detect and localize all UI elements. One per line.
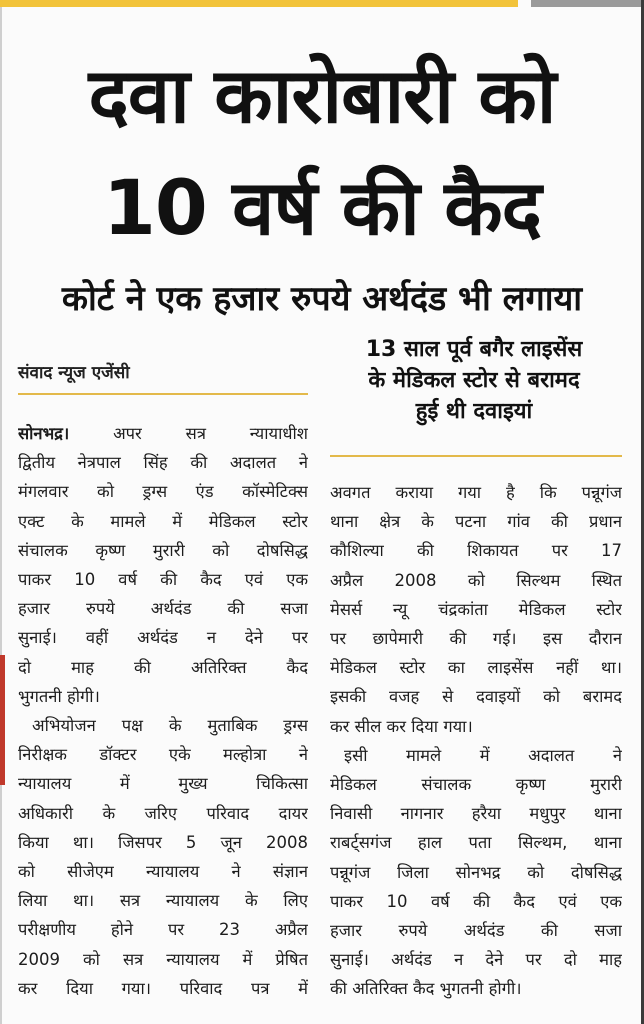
side-headline-line-1: 13 साल पूर्व बगैर लाइसेंस — [365, 337, 583, 362]
article-line: पन्नूगंज जिला सोनभद्र को दोषसिद्ध — [330, 862, 622, 882]
article-line: कौशिल्या की शिकायत पर 17 — [330, 541, 622, 561]
article-line: मेसर्स न्यू चंद्रकांता मेडिकल स्टोर — [330, 599, 622, 619]
article-line: मेडिकल स्टोर का लाइसेंस नहीं था। — [330, 658, 622, 678]
article-line: द्वितीय नेत्रपाल सिंह की अदालत ने — [18, 453, 308, 473]
article-line: हजार रुपये अर्थदंड की सजा — [18, 599, 308, 619]
side-headline-rule — [330, 455, 622, 457]
headline-line-1: दवा कारोबारी को — [88, 51, 556, 140]
headline-line-2: 10 वर्ष की कैद — [102, 163, 542, 252]
article-line: इसी मामले में अदालत ने — [344, 745, 622, 765]
side-headline-line-3: हुई थी दवाइयां — [415, 399, 533, 424]
article-line: 2009 को सत्र न्यायालय में प्रेषित — [18, 949, 308, 969]
adjacent-article-edge — [0, 655, 5, 785]
top-gray-bar — [531, 0, 644, 7]
article-line: पाकर 10 वर्ष की कैद एवं एक — [330, 891, 622, 911]
article-line: थाना क्षेत्र के पटना गांव की प्रधान — [330, 512, 622, 532]
article-line: अप्रैल 2008 को सिल्थम स्थित — [330, 570, 622, 590]
article-line: की अतिरिक्त कैद भुगतनी होगी। — [330, 979, 522, 999]
article-line: निरीक्षक डॉक्टर एके मल्होत्रा ने — [18, 745, 308, 765]
byline-rule — [18, 393, 308, 395]
byline: संवाद न्यूज एजेंसी — [18, 363, 130, 383]
article-line: कर सील कर दिया गया। — [330, 716, 473, 736]
article-line: पाकर 10 वर्ष की कैद एवं एक — [18, 570, 308, 590]
article-line: न्यायालय में मुख्य चिकित्सा — [18, 774, 308, 794]
article-line: दो माह की अतिरिक्त कैद — [18, 657, 308, 677]
article-line: भुगतनी होगी। — [18, 686, 100, 706]
page-edge-left — [0, 0, 2, 1024]
article-line: पर छापेमारी की गई। इस दौरान — [330, 629, 622, 649]
article-line: एक्ट के मामले में मेडिकल स्टोर — [18, 511, 308, 531]
article-line — [18, 419, 308, 448]
article-line: राबर्ट्सगंज हाल पता सिल्थम, थाना — [330, 833, 622, 853]
article-line: अवगत कराया गया है कि पन्नूगंज — [330, 483, 622, 502]
article-line-text: अपर सत्र न्यायाधीश — [113, 424, 308, 443]
dateline: सोनभद्र। — [18, 424, 70, 443]
article-line: इसकी वजह से दवाइयों को बरामद — [330, 687, 622, 707]
top-accent-bar — [0, 0, 518, 7]
article-line: सुनाई। वहीं अर्थदंड न देने पर — [18, 628, 308, 648]
article-line: संचालक कृष्ण मुरारी को दोषसिद्ध — [18, 540, 308, 560]
article-line: मेडिकल संचालक कृष्ण मुरारी — [330, 775, 622, 795]
side-headline-line-2: के मेडिकल स्टोर से बरामद — [368, 368, 580, 393]
article-line: निवासी नागनार हरैया मधुपुर थाना — [330, 804, 622, 824]
article-line: सुनाई। अर्थदंड न देने पर दो माह — [330, 950, 622, 970]
article-column-left — [18, 419, 308, 1003]
subheadline: कोर्ट ने एक हजार रुपये अर्थदंड भी लगाया — [61, 279, 583, 319]
side-headline — [322, 334, 626, 427]
article-line: कर दिया गया। परिवाद पत्र में — [18, 978, 308, 998]
article-line: परीक्षणीय होने पर 23 अप्रैल — [18, 920, 308, 940]
article-line: मंगलवार को ड्रग्स एंड कॉस्मेटिक्स — [18, 482, 308, 502]
article-line: किया था। जिसपर 5 जून 2008 — [18, 832, 308, 852]
article-line: अधिकारी के जरिए परिवाद दायर — [18, 803, 308, 823]
article-column-right — [330, 478, 622, 1004]
article-line: अभियोजन पक्ष के मुताबिक ड्रग्स — [32, 716, 308, 736]
article-line: लिया था। सत्र न्यायालय के लिए — [18, 891, 308, 911]
article-line: हजार रुपये अर्थदंड की सजा — [330, 921, 622, 941]
article-line: को सीजेएम न्यायालय ने संज्ञान — [18, 862, 308, 882]
